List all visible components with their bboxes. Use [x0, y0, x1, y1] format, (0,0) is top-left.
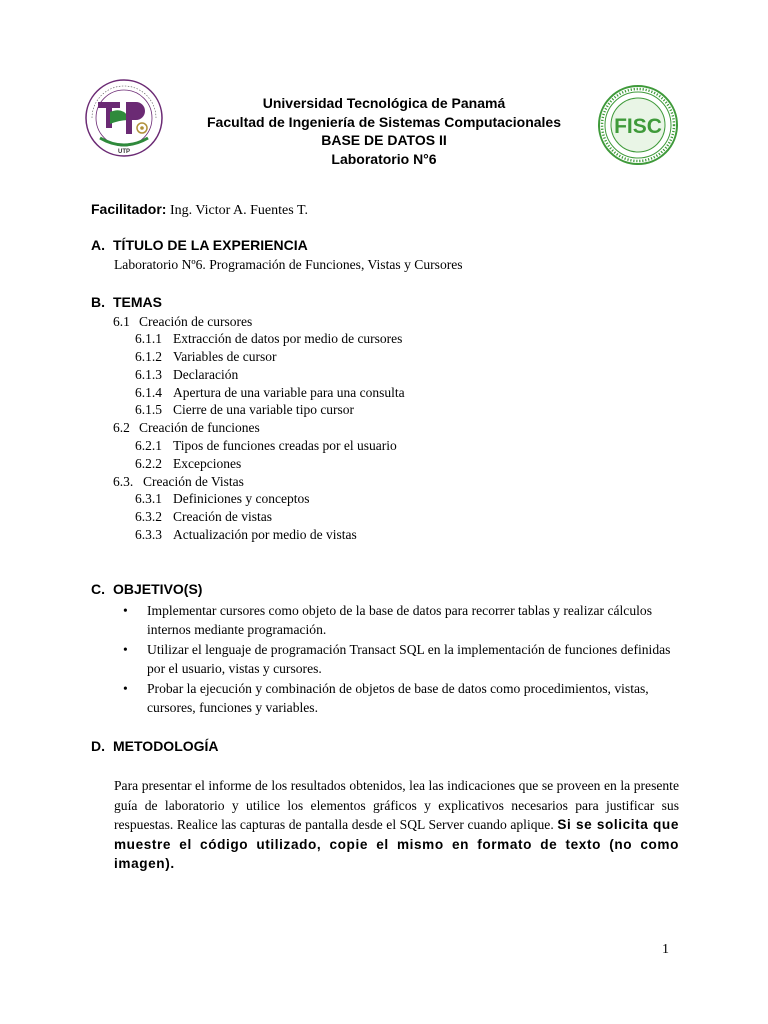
facilitador-line — [91, 201, 308, 219]
section-b-title: TEMAS — [113, 294, 162, 310]
section-c-title: OBJETIVO(S) — [113, 581, 203, 597]
list-item: • Probar la ejecución y combinación de objetos de base de datos como procedimientos, vistas, cursores, funciones y variables. — [123, 681, 649, 715]
section-a-letter: A. — [91, 237, 105, 253]
topic-item: 6.1.5 Cierre de una variable tipo cursor — [135, 402, 355, 417]
facilitador-name: Ing. Victor A. Fuentes T. — [169, 203, 308, 218]
topic-item: 6.3. Creación de Vistas — [113, 474, 244, 489]
utp-seal-icon — [80, 78, 168, 160]
utp-logo-text: UTP — [118, 149, 130, 155]
fisc-logo-text: FISC — [614, 115, 662, 138]
topic-item: 6.3.3 Actualización por medio de vistas — [135, 527, 357, 542]
section-c-letter: C. — [91, 581, 105, 597]
section-a-text: Laboratorio Nº6. Programación de Funciones, Vistas y Cursores — [114, 257, 463, 272]
facilitador-label: Facilitador: — [91, 201, 167, 217]
section-b-heading — [91, 294, 162, 310]
list-item: • Utilizar el lenguaje de programación Transact SQL en la implementación de funciones definidas por el usuario, vistas y cursores. — [123, 642, 671, 676]
fisc-seal-icon — [596, 84, 680, 166]
page-number: 1 — [662, 942, 669, 957]
course-name: BASE DE DATOS II — [321, 132, 447, 148]
topic-item: 6.2 Creación de funciones — [113, 420, 260, 435]
bullet-icon: • — [123, 603, 128, 618]
methodology-paragraph — [114, 776, 679, 874]
utp-logo — [80, 78, 168, 160]
objectives-list — [114, 601, 674, 718]
topic-item: 6.2.1 Tipos de funciones creadas por el usuario — [135, 438, 397, 453]
topic-item: 6.3.1 Definiciones y conceptos — [135, 491, 310, 506]
faculty-name: Facultad de Ingeniería de Sistemas Computacionales — [207, 113, 561, 130]
fisc-logo — [596, 84, 680, 166]
bullet-icon: • — [123, 681, 128, 696]
section-b-letter: B. — [91, 294, 105, 310]
methodology-bold-text: Si se solicita que muestre el código utilizado, copie el mismo en formato de texto (no como imagen). — [114, 817, 679, 872]
topic-item: 6.2.2 Excepciones — [135, 456, 242, 471]
section-a-title: TÍTULO DE LA EXPERIENCIA — [113, 237, 308, 253]
document-header — [160, 94, 608, 168]
list-item: • Implementar cursores como objeto de la base de datos para recorrer tablas y realizar cálculos internos mediante programación. — [123, 603, 652, 637]
topic-item: 6.1.4 Apertura de una variable para una consulta — [135, 385, 405, 400]
section-a-heading — [91, 237, 308, 253]
topic-item: 6.1.2 Variables de cursor — [135, 349, 277, 364]
methodology-text: Para presentar el informe de los resultados obtenidos, lea las indicaciones que se proveen en la presente guía de laboratorio y utilice los elementos gráficos y explicativos necesarios para justificar sus respuestas. Realice las capturas de pantalla desde el SQL Server cuando aplique. — [114, 778, 679, 833]
topic-item: 6.1 Creación de cursores — [113, 314, 253, 329]
section-d-heading — [91, 738, 219, 754]
topic-item: 6.1.1 Extracción de datos por medio de cursores — [135, 331, 403, 346]
university-name: Universidad Tecnológica de Panamá — [262, 95, 506, 111]
section-c-heading — [91, 581, 202, 597]
topic-item: 6.3.2 Creación de vistas — [135, 509, 272, 524]
topic-item: 6.1.3 Declaración — [135, 367, 239, 382]
section-d-title: METODOLOGÍA — [113, 738, 219, 754]
bullet-icon: • — [123, 642, 128, 657]
section-d-letter: D. — [91, 738, 105, 754]
lab-number: Laboratorio N°6 — [331, 150, 437, 167]
